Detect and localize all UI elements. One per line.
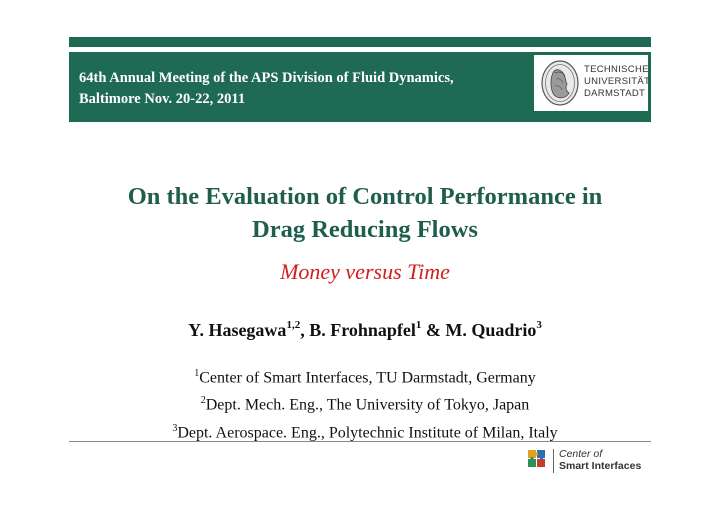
conference-line-2: Baltimore Nov. 20-22, 2011 xyxy=(79,91,246,107)
center-of-smart-interfaces-logo xyxy=(527,449,657,473)
author-separator: & xyxy=(421,320,446,340)
affiliation-sup: 2 xyxy=(200,395,206,407)
author-affiliation-sup: 1,2 xyxy=(286,319,301,331)
author-affiliation-sup: 1 xyxy=(415,319,422,331)
author-name: M. Quadrio xyxy=(445,320,537,340)
logo-line-1: TECHNISCHE xyxy=(584,64,649,75)
affiliation-line xyxy=(60,362,670,389)
author-name: B. Frohnapfel xyxy=(309,320,416,340)
athena-seal-icon xyxy=(540,59,580,107)
puzzle-cube-icon xyxy=(527,449,547,469)
author-name: Y. Hasegawa xyxy=(188,320,287,340)
csi-wordmark xyxy=(559,448,641,472)
footer-rule xyxy=(69,441,651,442)
tu-darmstadt-logo xyxy=(534,55,651,111)
title-line-2: Drag Reducing Flows xyxy=(252,216,478,243)
csi-line-1: Center of xyxy=(559,448,603,460)
conference-info xyxy=(79,68,539,110)
affiliation-text: Dept. Mech. Eng., The University of Tokyo, Japan xyxy=(205,396,530,414)
affiliation-line xyxy=(60,389,670,416)
csi-line-2: Smart Interfaces xyxy=(559,460,642,472)
title-line-1: On the Evaluation of Control Performance in xyxy=(127,183,603,210)
author-separator: , xyxy=(300,320,310,340)
tu-darmstadt-wordmark xyxy=(584,64,650,100)
logo-divider xyxy=(553,449,554,473)
presentation-title xyxy=(60,180,670,246)
presentation-subtitle: Money versus Time xyxy=(280,259,450,284)
logo-line-2: UNIVERSITÄT xyxy=(584,76,651,87)
authors xyxy=(60,320,670,341)
affiliation-text: Dept. Aerospace. Eng., Polytechnic Institute of Milan, Italy xyxy=(177,423,558,441)
logo-line-3: DARMSTADT xyxy=(584,88,646,99)
affiliation-sup: 3 xyxy=(172,422,178,434)
affiliation-sup: 1 xyxy=(194,368,200,379)
affiliation-text: Center of Smart Interfaces, TU Darmstadt, Germany xyxy=(199,369,536,387)
top-rule xyxy=(69,37,651,47)
author-affiliation-sup: 3 xyxy=(536,319,542,331)
affiliations xyxy=(60,362,670,444)
header-bar xyxy=(69,52,651,122)
conference-line-1: 64th Annual Meeting of the APS Division of Fluid Dynamics, xyxy=(79,70,454,86)
affiliation-line xyxy=(60,417,670,444)
